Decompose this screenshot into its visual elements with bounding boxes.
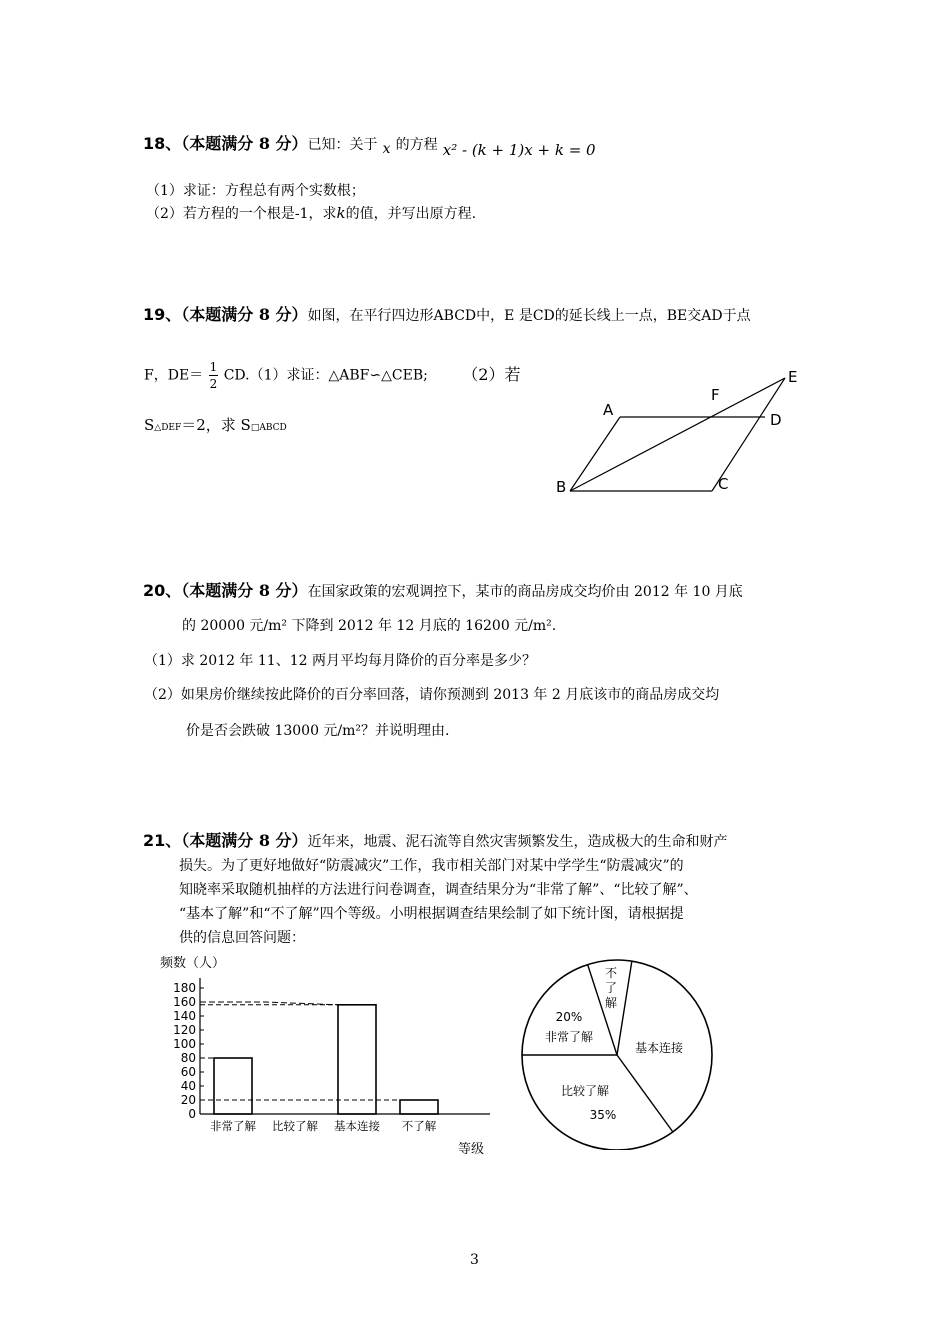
y-tick-label: 40 <box>180 1079 196 1093</box>
q18-part2-var: k <box>336 204 346 222</box>
y-tick-label: 120 <box>173 1023 196 1037</box>
y-tick-label: 80 <box>180 1051 196 1065</box>
category-label: 非常了解 <box>210 1119 256 1133</box>
q19-line2-a: F，DE＝ <box>144 367 204 384</box>
category-label: 不了解 <box>401 1119 437 1133</box>
pie-label-char-buliaojie: 不 <box>604 966 618 980</box>
q21-number: 21、 <box>143 831 182 850</box>
q18-stem-a: 已知：关于 <box>307 137 378 153</box>
bar <box>400 1100 438 1114</box>
q20-part2-line2: 价是否会跌破 13000 元/m²？并说明理由. <box>186 723 450 739</box>
parallelogram-figure <box>0 0 950 560</box>
pie-label-char-buliaojie: 解 <box>604 996 618 1010</box>
bar <box>338 1005 376 1114</box>
bar-y-ticks <box>173 981 204 1121</box>
q21-tag: （本题满分 8 分） <box>181 831 308 850</box>
q21-line5: 供的信息回答问题： <box>179 930 305 946</box>
q20-line2: 的 20000 元/m² 下降到 2012 年 12 月底的 16200 元/m². <box>182 618 557 634</box>
q19-frac-den: 2 <box>209 377 218 391</box>
pie-pct-bijiao: 35% <box>589 1108 617 1122</box>
q19-number: 19、 <box>143 305 182 324</box>
q18-equation: x² - (k + 1)x + k = 0 <box>442 141 596 159</box>
bar-axes <box>200 978 490 1114</box>
q21-line4: “基本了解”和“不了解”四个等级。小明根据调查结果绘制了如下统计图，请根据提 <box>179 906 684 922</box>
y-tick-label: 0 <box>188 1107 196 1121</box>
q18-tag: （本题满分 8 分） <box>181 134 308 153</box>
pie-pct-feichang: 20% <box>555 1010 583 1024</box>
q21-line1: 近年来，地震、泥石流等自然灾害频繁发生，造成极大的生命和财产 <box>307 834 728 850</box>
q19-line2-b: CD.（1）求证：△ABF∽△CEB; <box>223 367 428 384</box>
q21-line2: 损失。为了更好地做好“防震减灾”工作，我市相关部门对某中学学生“防震减灾”的 <box>179 858 684 874</box>
pie-slice-boundary <box>617 961 632 1055</box>
edge-ab <box>570 417 620 491</box>
label-b: B <box>556 478 567 496</box>
label-e: E <box>788 368 798 386</box>
pie-slice-boundary <box>617 1055 673 1132</box>
q19-frac-num: 1 <box>209 360 218 374</box>
label-c: C <box>718 475 729 493</box>
q18-stem-b: 的方程 <box>395 137 438 153</box>
q20-part1: （1）求 2012 年 11、12 两月平均每月降价的百分率是多少？ <box>144 653 536 669</box>
segment-be <box>570 378 785 491</box>
q18-part2-a: （2）若方程的一个根是-1，求 <box>146 206 337 222</box>
category-label: 比较了解 <box>272 1119 318 1133</box>
y-tick-label: 180 <box>173 981 196 995</box>
bar-category-labels <box>210 1119 437 1133</box>
label-d: D <box>770 411 782 429</box>
y-tick-label: 160 <box>173 995 196 1009</box>
label-a: A <box>603 401 614 419</box>
q20-part2-line1: （2）如果房价继续按此降价的百分率回落，请你预测到 2013 年 2 月底该市的商品房成交均 <box>144 687 720 703</box>
q21-heading <box>143 828 728 851</box>
label-f: F <box>711 386 720 404</box>
q18-var-x: x <box>382 141 391 157</box>
pie-label-bijiao: 比较了解 <box>560 1084 610 1098</box>
q21-line3: 知晓率采取随机抽样的方法进行问卷调查，调查结果分为“非常了解”、“比较了解”、 <box>179 882 698 898</box>
q20-number: 20、 <box>143 581 182 600</box>
q18-part1: （1）求证：方程总有两个实数根； <box>146 183 365 199</box>
q19-tag: （本题满分 8 分） <box>181 305 308 324</box>
q19-line3-sub2: □ABCD <box>250 423 287 433</box>
bar-x-axis-label: 等级 <box>458 1142 485 1157</box>
pie-chart <box>515 955 725 1150</box>
page-number: 3 <box>470 1252 479 1268</box>
q19-line3-sub1: △DEF <box>154 423 182 433</box>
q18-part2-b: 的值，并写出原方程. <box>345 206 477 222</box>
y-tick-label: 100 <box>173 1037 196 1051</box>
bar-reference-lines <box>200 1002 400 1100</box>
q19-line3-a: S <box>144 416 155 434</box>
q19-line1: 如图，在平行四边形ABCD中，E 是CD的延长线上一点，BE交AD于点 <box>307 308 751 324</box>
q19-line3-b: ＝2，求 S <box>181 416 251 434</box>
bar-y-axis-label: 频数（人） <box>160 956 226 971</box>
y-tick-label: 60 <box>180 1065 196 1079</box>
bar <box>214 1058 252 1114</box>
q20-heading <box>143 578 743 601</box>
pie-label-char-buliaojie: 了 <box>604 981 618 995</box>
q19-line2-c: （2）若 <box>462 364 521 384</box>
pie-label-jiben: 基本连接 <box>634 1041 684 1055</box>
y-tick-label: 140 <box>173 1009 196 1023</box>
q20-line1: 在国家政策的宏观调控下，某市的商品房成交均价由 2012 年 10 月底 <box>307 584 743 600</box>
q18-number: 18、 <box>143 134 182 153</box>
pie-label-feichang: 非常了解 <box>544 1030 594 1044</box>
q20-tag: （本题满分 8 分） <box>181 581 308 600</box>
y-tick-label: 20 <box>180 1093 196 1107</box>
bar-chart <box>155 950 505 1165</box>
bar-series <box>214 1005 438 1114</box>
category-label: 基本连接 <box>334 1119 380 1133</box>
